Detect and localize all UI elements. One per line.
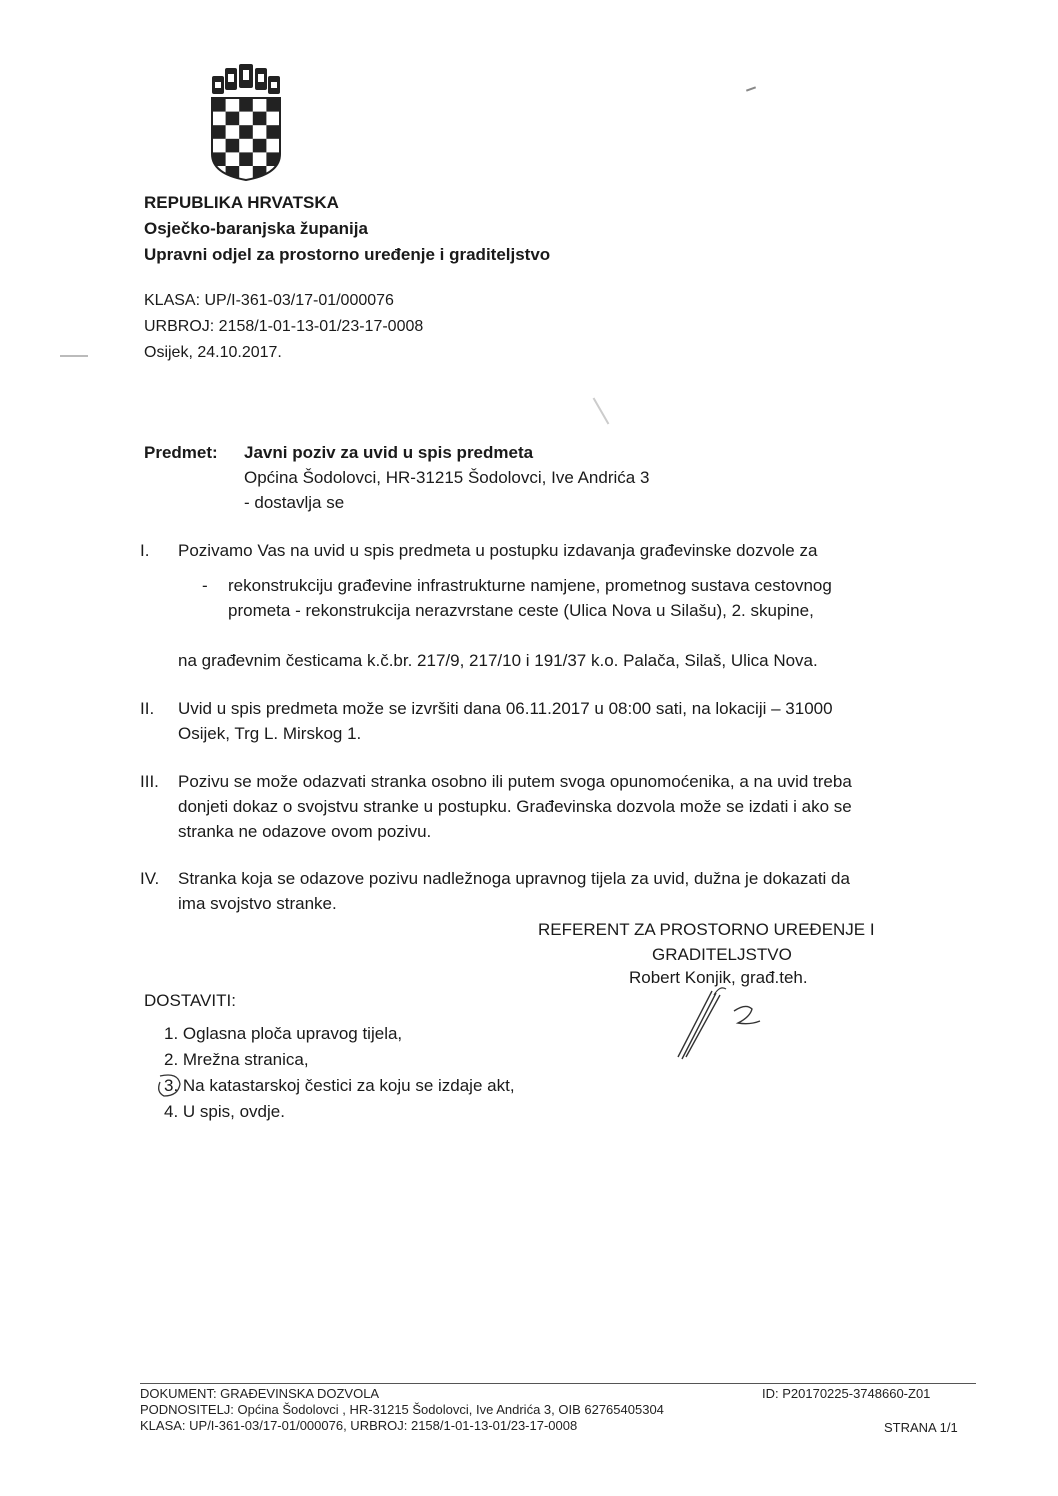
- bullet-line: prometa - rekonstrukcija nerazvrstane ceste (Ulica Nova u Silašu), 2. skupine,: [228, 601, 814, 620]
- header-country: REPUBLIKA HRVATSKA: [144, 193, 339, 212]
- signature-name: Robert Konjik, građ.teh.: [629, 968, 808, 987]
- place-date: Osijek, 24.10.2017.: [144, 344, 282, 361]
- section-line: Pozivamo Vas na uvid u spis predmeta u postupku izdavanja građevinske dozvole za: [178, 541, 818, 560]
- bullet-dash: -: [202, 576, 208, 595]
- footer-page: STRANA 1/1: [884, 1420, 958, 1435]
- section-line: Osijek, Trg L. Mirskog 1.: [178, 724, 362, 743]
- footer-divider: [140, 1383, 976, 1384]
- section-numeral: II.: [140, 699, 155, 718]
- scan-speck: [593, 398, 610, 425]
- handwritten-circle-mark: [154, 1072, 186, 1100]
- header-county: Osječko-baranjska županija: [144, 219, 368, 238]
- section-numeral: IV.: [140, 869, 160, 888]
- section-line: stranka ne odazove ovom pozivu.: [178, 822, 432, 841]
- section-after-line: na građevnim česticama k.č.br. 217/9, 217/10 i 191/37 k.o. Palača, Silaš, Ulica Nova.: [178, 651, 818, 670]
- subject-addressee: Općina Šodolovci, HR-31215 Šodolovci, Ive Andrića 3: [244, 468, 650, 487]
- coat-of-arms-logo: [208, 62, 284, 182]
- subject-title: Javni poziv za uvid u spis predmeta: [244, 443, 534, 462]
- klasa-line: KLASA: UP/I-361-03/17-01/000076: [144, 292, 394, 309]
- section-line: ima svojstvo stranke.: [178, 894, 337, 913]
- handwritten-signature: [660, 985, 800, 1065]
- section-numeral: I.: [140, 541, 150, 560]
- section-numeral: III.: [140, 772, 159, 791]
- section-line: donjeti dokaz o svojstvu stranke u postupku. Građevinska dozvola može se izdati i ako se: [178, 797, 852, 816]
- footer-applicant: PODNOSITELJ: Općina Šodolovci , HR-31215 Šodolovci, Ive Andrića 3, OIB 62765405304: [140, 1402, 664, 1417]
- delivery-item: 4. U spis, ovdje.: [164, 1102, 285, 1121]
- footer-klasa: KLASA: UP/I-361-03/17-01/000076, URBROJ: 2158/1-01-13-01/23-17-0008: [140, 1418, 578, 1433]
- delivery-item: 3. Na katastarskoj čestici za koju se izdaje akt,: [164, 1076, 515, 1095]
- subject-note: - dostavlja se: [244, 493, 345, 512]
- subject-label: Predmet:: [144, 443, 218, 462]
- footer-id: ID: P20170225-3748660-Z01: [762, 1386, 931, 1401]
- urbroj-line: URBROJ: 2158/1-01-13-01/23-17-0008: [144, 318, 424, 335]
- section-line: Pozivu se može odazvati stranka osobno ili putem svoga opunomoćenika, a na uvid treba: [178, 772, 852, 791]
- section-line: Uvid u spis predmeta može se izvršiti dana 06.11.2017 u 08:00 sati, na lokaciji – 31000: [178, 699, 833, 718]
- delivery-heading: DOSTAVITI:: [144, 991, 236, 1010]
- scan-speck: [60, 355, 88, 357]
- delivery-item: 1. Oglasna ploča upravog tijela,: [164, 1024, 403, 1043]
- bullet-line: rekonstrukciju građevine infrastrukturne namjene, prometnog sustava cestovnog: [228, 576, 832, 595]
- signature-title: REFERENT ZA PROSTORNO UREĐENJE I: [538, 920, 875, 939]
- header-department: Upravni odjel za prostorno uređenje i graditeljstvo: [144, 245, 551, 264]
- scan-speck: [746, 86, 756, 91]
- section-line: Stranka koja se odazove pozivu nadležnoga upravnog tijela za uvid, dužna je dokazati da: [178, 869, 850, 888]
- signature-title-cont: GRADITELJSTVO: [652, 945, 792, 964]
- delivery-item: 2. Mrežna stranica,: [164, 1050, 309, 1069]
- footer-document: DOKUMENT: GRAĐEVINSKA DOZVOLA: [140, 1386, 380, 1401]
